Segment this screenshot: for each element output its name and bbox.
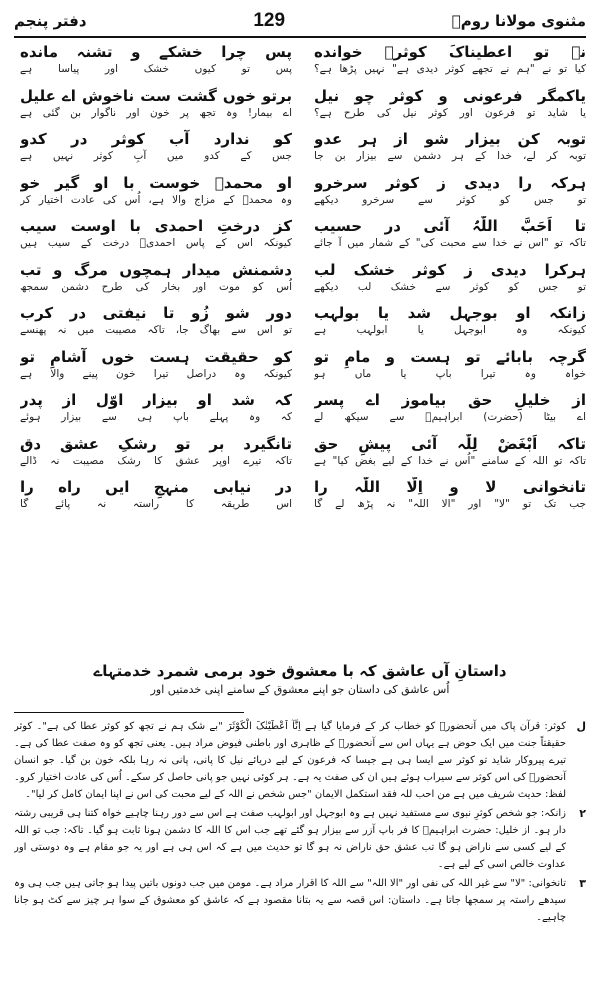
urdu-translation: اے بیٹا (حضرت) ابراہیمؑ سے سیکھ لے <box>314 411 586 423</box>
persian-verse: کز درختِ احمدی با اوست سیب <box>20 217 292 235</box>
footnotes <box>14 718 586 982</box>
persian-verse: برتو خوں گشت ست ناخوش اے علیل <box>20 86 292 105</box>
verse-right-hemistich <box>314 173 586 217</box>
urdu-translation: تو جس کو کوثر سے سرخرو دیکھے <box>314 193 586 206</box>
persian-verse: گرچہ بابائے تو ہست و مامِ تو <box>314 347 586 366</box>
persian-verse: دشمنش میدار ہمچوں مرگ و تب <box>20 260 292 279</box>
persian-verse: زانکہ او بوجہل شد یا بولہب <box>314 304 586 322</box>
persian-verse: تانگیرد بر تو رشکِ عشق دق <box>20 434 292 453</box>
persian-verse: تا اَحَبَّ اللّٰہُ آئی در حسیب <box>314 217 586 235</box>
verse-right-hemistich <box>314 260 586 304</box>
verse-left-hemistich <box>20 42 292 86</box>
footnote <box>14 805 586 873</box>
book-title: مثنوی مولانا رومؒ <box>451 12 586 30</box>
footnote-marker: ل <box>576 720 586 733</box>
urdu-translation: کہ وہ پہلے باپ ہی سے بیزار ہوئے <box>20 411 292 423</box>
footnote <box>14 875 586 926</box>
urdu-translation: پس تو کیوں خشک اور پیاسا ہے <box>20 63 292 75</box>
verse-right-hemistich <box>314 129 586 173</box>
persian-verse: یاکمگر فرعونی و کوثر چو نیل <box>314 86 586 105</box>
page-number: 129 <box>253 10 286 31</box>
footnote-text: تانخوانی: "لا" سے غیر اللہ کی نفی اور "الا اللہ" سے اللہ کا اقرار مراد ہے۔ مومن میں جب دونوں باتیں پیدا ہو جاتی ہیں جب ہی وہ سیدھے راستہ پر سمجھا جاتا ہے۔ داستان: اس قصہ سے یہ بتانا مقصود ہے کہ عاشق کو معشوق کے سوا ہر چیز سے کٹ ہو جانا چاہیے۔ <box>14 878 566 923</box>
urdu-translation: جب تک تو "لا" اور "الا اللہ" نہ پڑھ لے گا <box>314 498 586 510</box>
urdu-translation: تاکہ تیرے اوپر عشق کا رشک مصیبت نہ ڈالے <box>20 454 292 467</box>
urdu-translation: یا شاید تو فرعون اور کوثر نیل کی طرح ہے؟ <box>314 106 586 119</box>
verse-left-hemistich <box>20 477 292 521</box>
persian-verse: ہرکرا دیدی ز کوثر خشک لب <box>314 260 586 279</box>
urdu-translation: اس طریقہ کا راستہ نہ پائے گا <box>20 498 292 510</box>
persian-verse: نے تو اعطیناکَ کوثرؔ خوانده <box>314 43 586 61</box>
footnote-marker: ۲ <box>579 807 586 820</box>
section-title: دفتر پنجم <box>14 12 87 30</box>
persian-verse: تانخوانی لا و اِلّا اللّٰہ را <box>314 478 586 496</box>
footnote-text: کوثر: قرآن پاک میں آنحضورؐ کو خطاب کر کے فرمایا گیا ہے اِنَّآ اَعْطَیْنٰکَ الْکَوْثَرَ "بے شک ہم نے تجھ کو کوثر عطا کی ہے"۔ کوثر حقیقتاً جنت میں ایک حوض ہے یہاں اس سے آنحضورؐ کے ظاہری اور باطنی فیوض مراد ہیں۔ یعنی تجھ کو وہ صفت عطا کی ہے۔ تیرے پیروکار شاید تو کوثر سے ایسا ہی ہے جیسا کہ فرعون کے لیے دریائے نیل کا پانی، پانی نہ رہا بلکہ خون بن گیا۔ جو انسان آنحضورؐ کی اس کوثر سے سیراب ہوئے ہیں ان کی صفت یہ ہے۔ ہر کوئی نہیں جو پانی حاصل کر سکے۔ اُس کی عادت اختیار کرو۔ لفظ: حدیث شریف میں ہے من احب للہ فقد استکمل الایمان "جس شخص نے اللہ کے لیے محبت کی اس نے اپنا ایمان کامل کر لیا"۔ <box>14 721 566 800</box>
urdu-translation: کیونکہ وہ دراصل تیرا خون پینے والا ہے <box>20 367 292 380</box>
verse-grid <box>20 42 586 652</box>
footnote-marker: ۳ <box>579 877 586 890</box>
urdu-translation: کیا تو نے "ہم نے تجھے کوثر دیدی ہے" نہیں پڑھا ہے؟ <box>314 63 586 75</box>
footnote <box>14 718 586 803</box>
story-heading-translation: اُس عاشق کی داستان جو اپنے معشوق کے سامنے اپنی خدمتیں اور <box>150 683 450 696</box>
verse-left-hemistich <box>20 303 292 347</box>
urdu-translation: تو اس سے بھاگ جا، تاکہ مصیبت میں نہ پھنسے <box>20 324 292 336</box>
verse-left-hemistich <box>20 390 292 434</box>
verse-left-hemistich <box>20 173 292 217</box>
verse-left-hemistich <box>20 86 292 130</box>
verse-right-hemistich <box>314 390 586 434</box>
persian-verse: توبہ کن بیزار شو از ہر عدو <box>314 130 586 148</box>
urdu-translation: تاکہ تو اللہ کے سامنے "اُس نے خدا کے لیے بغض کیا" ہے <box>314 454 586 467</box>
persian-verse: کہ شد او بیزار اوّل از پدر <box>20 391 292 409</box>
urdu-translation: خواہ وہ تیرا باپ یا ماں ہو <box>314 367 586 380</box>
urdu-translation: کیونکہ اس کے پاس احمدیؐ درخت کے سیب ہیں <box>20 237 292 249</box>
urdu-translation: توبہ کر لے، خدا کے ہر دشمن سے بیزار بن جا <box>314 150 586 162</box>
persian-verse: کو حقیقت ہست خوں آشامِ تو <box>20 347 292 366</box>
story-heading-verse: داستانِ آں عاشق کہ با معشوق خود برمی شمرد خدمتہاے <box>93 662 507 680</box>
verse-right-hemistich <box>314 434 586 478</box>
verse-right-hemistich <box>314 42 586 86</box>
verse-left-hemistich <box>20 347 292 391</box>
urdu-translation: تو جس کو کوثر سے خشک لب دیکھے <box>314 280 586 293</box>
verse-right-hemistich <box>314 216 586 260</box>
verse-left-hemistich <box>20 260 292 304</box>
footnote-divider <box>14 712 244 713</box>
persian-verse: ہرکہ را دیدی ز کوثر سرخرو <box>314 173 586 192</box>
verse-left-hemistich <box>20 129 292 173</box>
persian-verse: در نیابی منہجِ ایں راه را <box>20 478 292 496</box>
verse-left-hemistich <box>20 434 292 478</box>
verse-right-hemistich <box>314 86 586 130</box>
verse-right-hemistich <box>314 347 586 391</box>
verse-right-hemistich <box>314 303 586 347</box>
urdu-translation: جس کے کدو میں آبِ کوثر نہیں ہے <box>20 150 292 162</box>
story-heading <box>80 660 520 698</box>
persian-verse: دور شو زُو تا نیفتی در کرب <box>20 304 292 322</box>
verse-left-hemistich <box>20 216 292 260</box>
footnote-text: زانکہ: جو شخص کوثرِ نبوی سے مستفید نہیں ہے وہ ابوجہل اور ابولہب صفت ہے اس سے دور رہنا چاہیے خواہ کتنا ہی قریبی رشتہ دار ہو۔ از خلیل: حضرت ابراہیمؑ کا فر باپ آزر سے بیزار ہو گئے تھے جب اس کا اللہ کا دشمن ہونا ثابت ہو گیا۔ تاکہ: جب تو اللہ کے لیے کسی سے ناراض ہو گا تب عشق حق ناراض نہ ہو گا تو حدیث میں ہے کہ اس ہی ہے اور یہ جو مقام ہے وہ دوستی اور عداوت خالص اسی کے لیے ہے۔ <box>14 808 566 870</box>
persian-verse: تاکہ اَبْغَضْ لِلّٰہ آئی پیشِ حق <box>314 434 586 453</box>
urdu-translation: اُس کو موت اور بخار کی طرح دشمن سمجھ <box>20 280 292 293</box>
urdu-translation: اے بیمار! وہ تجھ پر خون اور ناگوار بن گئی ہے <box>20 106 292 119</box>
persian-verse: پس چرا خشکے و تشنہ مانده <box>20 43 292 61</box>
urdu-translation: تاکہ تو "اس نے خدا سے محبت کی" کے شمار میں آ جائے <box>314 237 586 249</box>
urdu-translation: کیونکہ وہ ابوجہل یا ابولہب ہے <box>314 324 586 336</box>
persian-verse: کو ندارد آب کوثر در کدو <box>20 130 292 148</box>
persian-verse: او محمدؐ خوست با او گیر خو <box>20 173 292 192</box>
urdu-translation: وہ محمدؐ کے مزاج والا ہے، اُس کی عادت اختیار کر <box>20 193 292 206</box>
verse-right-hemistich <box>314 477 586 521</box>
persian-verse: از خلیلِ حق بیاموز اے پسر <box>314 391 586 409</box>
page-header <box>14 6 586 38</box>
